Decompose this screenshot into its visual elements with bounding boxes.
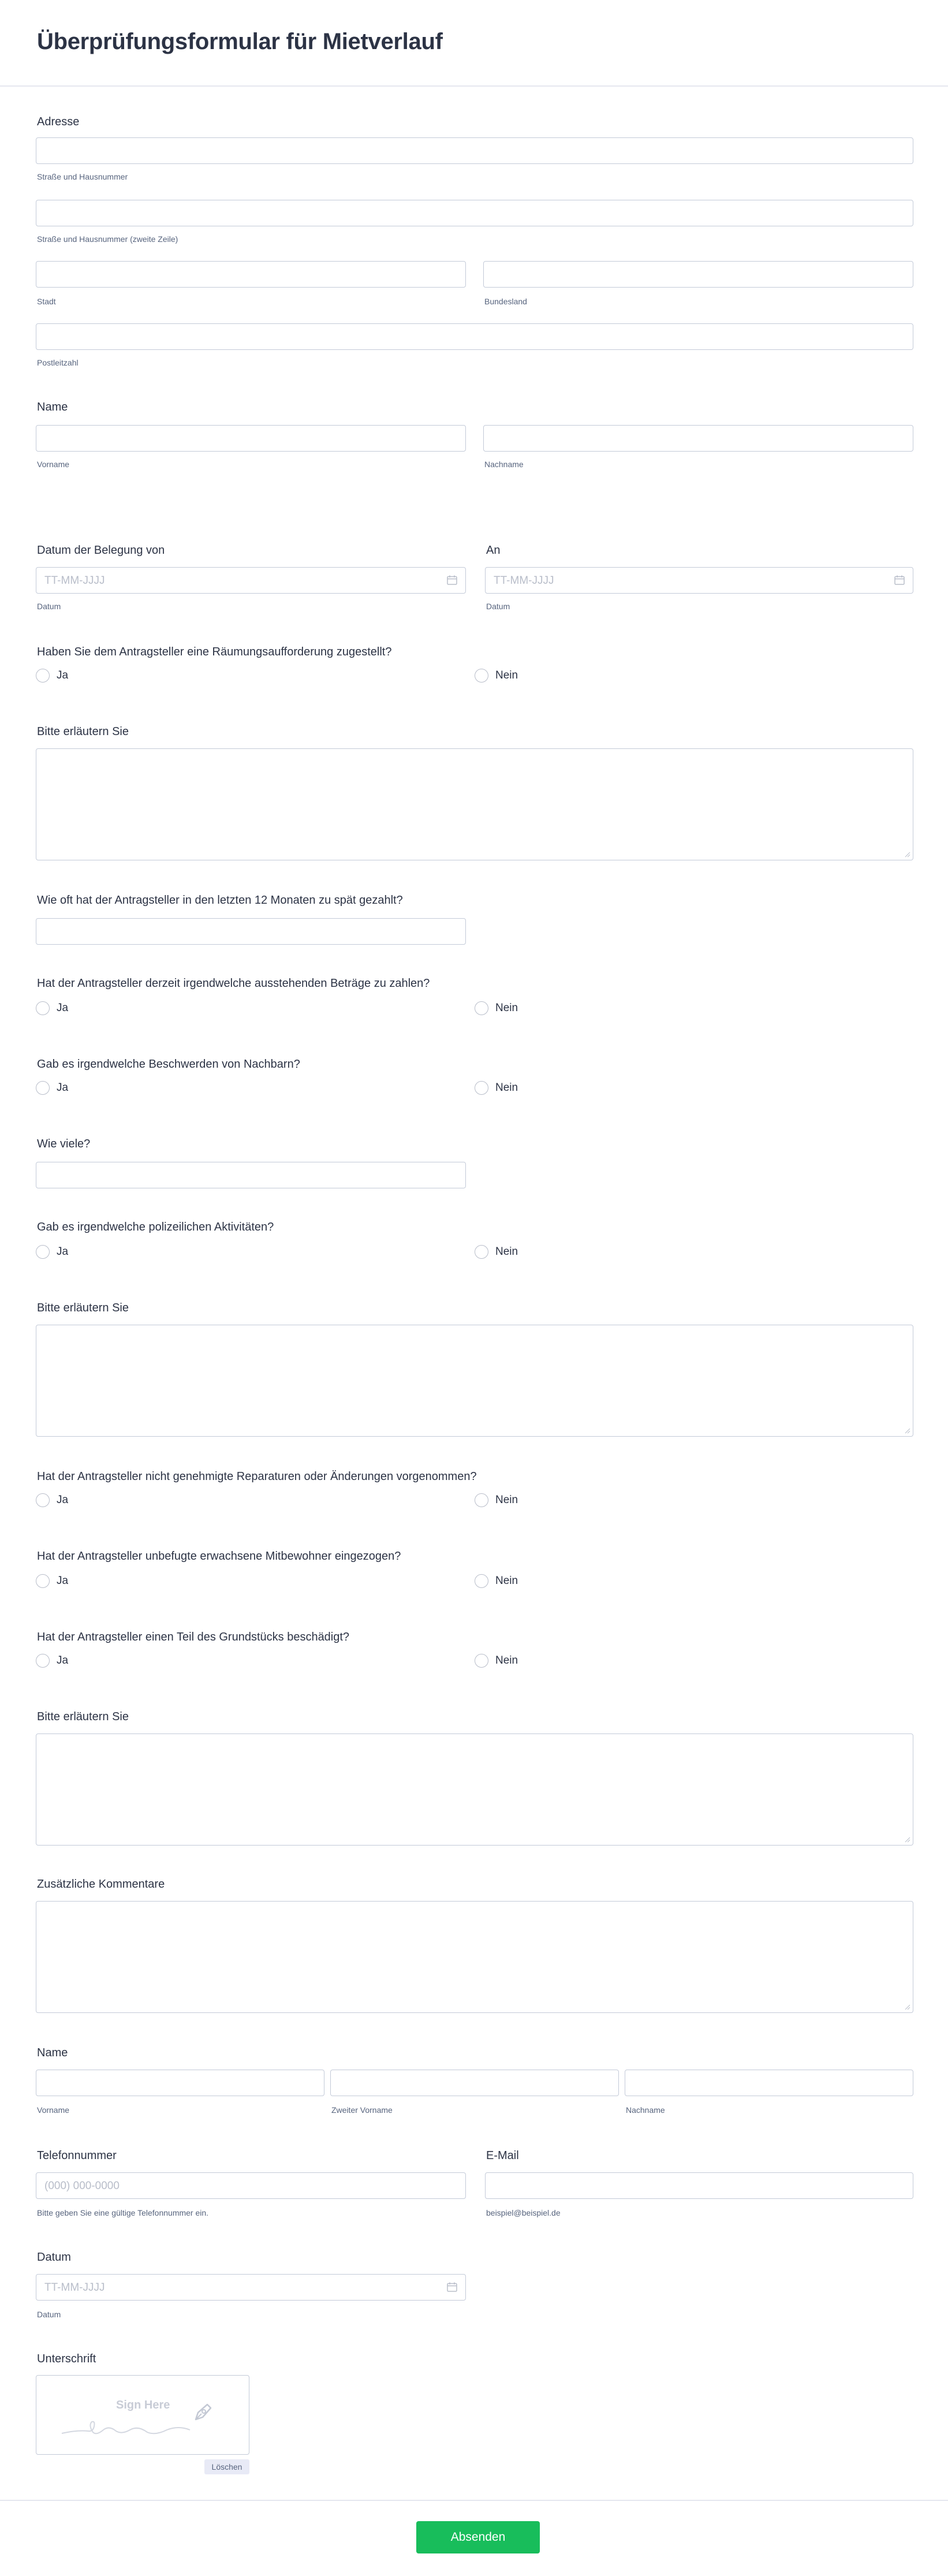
explain3-textarea[interactable]	[36, 1734, 913, 1846]
street-line1-input[interactable]	[36, 137, 913, 164]
phone-input[interactable]	[36, 2172, 466, 2199]
explain1-textarea[interactable]	[36, 748, 913, 860]
name-label: Name	[37, 401, 68, 413]
last-name-sublabel: Nachname	[484, 460, 524, 469]
signature-pad[interactable]	[36, 2375, 249, 2455]
name2-middle-sublabel: Zweiter Vorname	[331, 2105, 393, 2115]
name2-middle-input[interactable]	[330, 2070, 619, 2096]
occupancy-to-label: An	[486, 544, 501, 557]
cohabitants-yes-label[interactable]: Ja	[57, 1575, 69, 1587]
damage-yes-label[interactable]: Ja	[57, 1654, 69, 1667]
submit-button[interactable]: Absenden	[416, 2521, 540, 2553]
phone-label: Telefonnummer	[37, 2149, 117, 2162]
city-input[interactable]	[36, 261, 466, 288]
resize-grip-icon[interactable]	[904, 2003, 910, 2010]
calendar-icon[interactable]	[447, 575, 457, 585]
email-input[interactable]	[485, 2172, 913, 2199]
date-placeholder: TT-MM-JJJJ	[44, 2282, 105, 2294]
phone-sublabel: Bitte geben Sie eine gültige Telefonnummer ein.	[37, 2208, 209, 2217]
police-no-radio[interactable]	[475, 1245, 488, 1259]
complaints-yes-label[interactable]: Ja	[57, 1082, 69, 1094]
eviction-no-radio[interactable]	[475, 669, 488, 683]
pen-icon	[192, 2401, 214, 2423]
date-input[interactable]	[36, 2274, 466, 2301]
police-yes-radio[interactable]	[36, 1245, 50, 1259]
name2-first-input[interactable]	[36, 2070, 324, 2096]
address-label: Adresse	[37, 115, 80, 128]
first-name-input[interactable]	[36, 425, 466, 452]
police-no-label[interactable]: Nein	[495, 1246, 518, 1258]
explain1-label: Bitte erläutern Sie	[37, 725, 129, 738]
occupancy-from-sublabel: Datum	[37, 602, 61, 611]
complaints-yes-radio[interactable]	[36, 1081, 50, 1095]
street-line1-sublabel: Straße und Hausnummer	[37, 172, 128, 181]
repairs-no-radio[interactable]	[475, 1493, 488, 1507]
outstanding-yes-label[interactable]: Ja	[57, 1002, 69, 1014]
outstanding-yes-radio[interactable]	[36, 1001, 50, 1015]
name2-first-sublabel: Vorname	[37, 2105, 70, 2115]
date-label: Datum	[37, 2251, 71, 2264]
outstanding-no-label[interactable]: Nein	[495, 1002, 518, 1014]
eviction-question: Haben Sie dem Antragsteller eine Räumungsaufforderung zugestellt?	[37, 646, 392, 658]
zip-input[interactable]	[36, 323, 913, 350]
calendar-icon[interactable]	[894, 575, 905, 585]
date-placeholder: TT-MM-JJJJ	[44, 575, 105, 587]
phone-placeholder: (000) 000-0000	[44, 2180, 120, 2192]
repairs-yes-radio[interactable]	[36, 1493, 50, 1507]
last-name-input[interactable]	[483, 425, 913, 452]
repairs-question: Hat der Antragsteller nicht genehmigte Reparaturen oder Änderungen vorgenommen?	[37, 1470, 477, 1483]
calendar-icon[interactable]	[447, 2282, 457, 2292]
comments-textarea[interactable]	[36, 1901, 913, 2013]
email-label: E-Mail	[486, 2149, 519, 2162]
outstanding-no-radio[interactable]	[475, 1001, 488, 1015]
email-sublabel: beispiel@beispiel.de	[486, 2208, 561, 2217]
complaints-no-label[interactable]: Nein	[495, 1082, 518, 1094]
police-yes-label[interactable]: Ja	[57, 1246, 69, 1258]
late-payments-question: Wie oft hat der Antragsteller in den letzten 12 Monaten zu spät gezahlt?	[37, 894, 403, 907]
damage-no-label[interactable]: Nein	[495, 1654, 518, 1667]
explain2-label: Bitte erläutern Sie	[37, 1302, 129, 1314]
date-sublabel: Datum	[37, 2310, 61, 2319]
date-placeholder: TT-MM-JJJJ	[494, 575, 554, 587]
damage-no-radio[interactable]	[475, 1654, 488, 1668]
signature-clear-button[interactable]: Löschen	[204, 2459, 249, 2474]
cohabitants-yes-radio[interactable]	[36, 1574, 50, 1588]
comments-label: Zusätzliche Kommentare	[37, 1878, 165, 1891]
zip-sublabel: Postleitzahl	[37, 358, 79, 367]
state-input[interactable]	[483, 261, 913, 288]
occupancy-to-date-input[interactable]	[485, 567, 913, 594]
resize-grip-icon[interactable]	[904, 1836, 910, 1843]
name2-last-input[interactable]	[625, 2070, 913, 2096]
explain2-textarea[interactable]	[36, 1325, 913, 1437]
name2-last-sublabel: Nachname	[626, 2105, 665, 2115]
resize-grip-icon[interactable]	[904, 1427, 910, 1434]
police-question: Gab es irgendwelche polizeilichen Aktivitäten?	[37, 1221, 274, 1233]
signature-label: Unterschrift	[37, 2353, 96, 2365]
form-title: Überprüfungsformular für Mietverlauf	[37, 29, 443, 54]
repairs-no-label[interactable]: Nein	[495, 1494, 518, 1506]
complaints-question: Gab es irgendwelche Beschwerden von Nachbarn?	[37, 1058, 300, 1071]
repairs-yes-label[interactable]: Ja	[57, 1494, 69, 1506]
late-payments-input[interactable]	[36, 918, 466, 945]
first-name-sublabel: Vorname	[37, 460, 70, 469]
cohabitants-no-radio[interactable]	[475, 1574, 488, 1588]
state-sublabel: Bundesland	[484, 297, 527, 306]
eviction-yes-radio[interactable]	[36, 669, 50, 683]
complaints-no-radio[interactable]	[475, 1081, 488, 1095]
cohabitants-question: Hat der Antragsteller unbefugte erwachsene Mitbewohner eingezogen?	[37, 1550, 401, 1563]
occupancy-from-label: Datum der Belegung von	[37, 544, 165, 557]
outstanding-question: Hat der Antragsteller derzeit irgendwelche ausstehenden Beträge zu zahlen?	[37, 977, 430, 990]
city-sublabel: Stadt	[37, 297, 56, 306]
form-header	[0, 0, 948, 87]
eviction-no-label[interactable]: Nein	[495, 669, 518, 681]
damage-question: Hat der Antragsteller einen Teil des Grundstücks beschädigt?	[37, 1631, 350, 1643]
explain3-label: Bitte erläutern Sie	[37, 1710, 129, 1723]
street-line2-sublabel: Straße und Hausnummer (zweite Zeile)	[37, 234, 178, 244]
how-many-question: Wie viele?	[37, 1138, 91, 1150]
name2-label: Name	[37, 2046, 68, 2059]
street-line2-input[interactable]	[36, 200, 913, 226]
resize-grip-icon[interactable]	[904, 851, 910, 858]
cohabitants-no-label[interactable]: Nein	[495, 1575, 518, 1587]
occupancy-from-date-input[interactable]	[36, 567, 466, 594]
eviction-yes-label[interactable]: Ja	[57, 669, 69, 681]
how-many-input[interactable]	[36, 1162, 466, 1188]
sign-here-text: Sign Here	[116, 2399, 170, 2411]
damage-yes-radio[interactable]	[36, 1654, 50, 1668]
occupancy-to-sublabel: Datum	[486, 602, 510, 611]
